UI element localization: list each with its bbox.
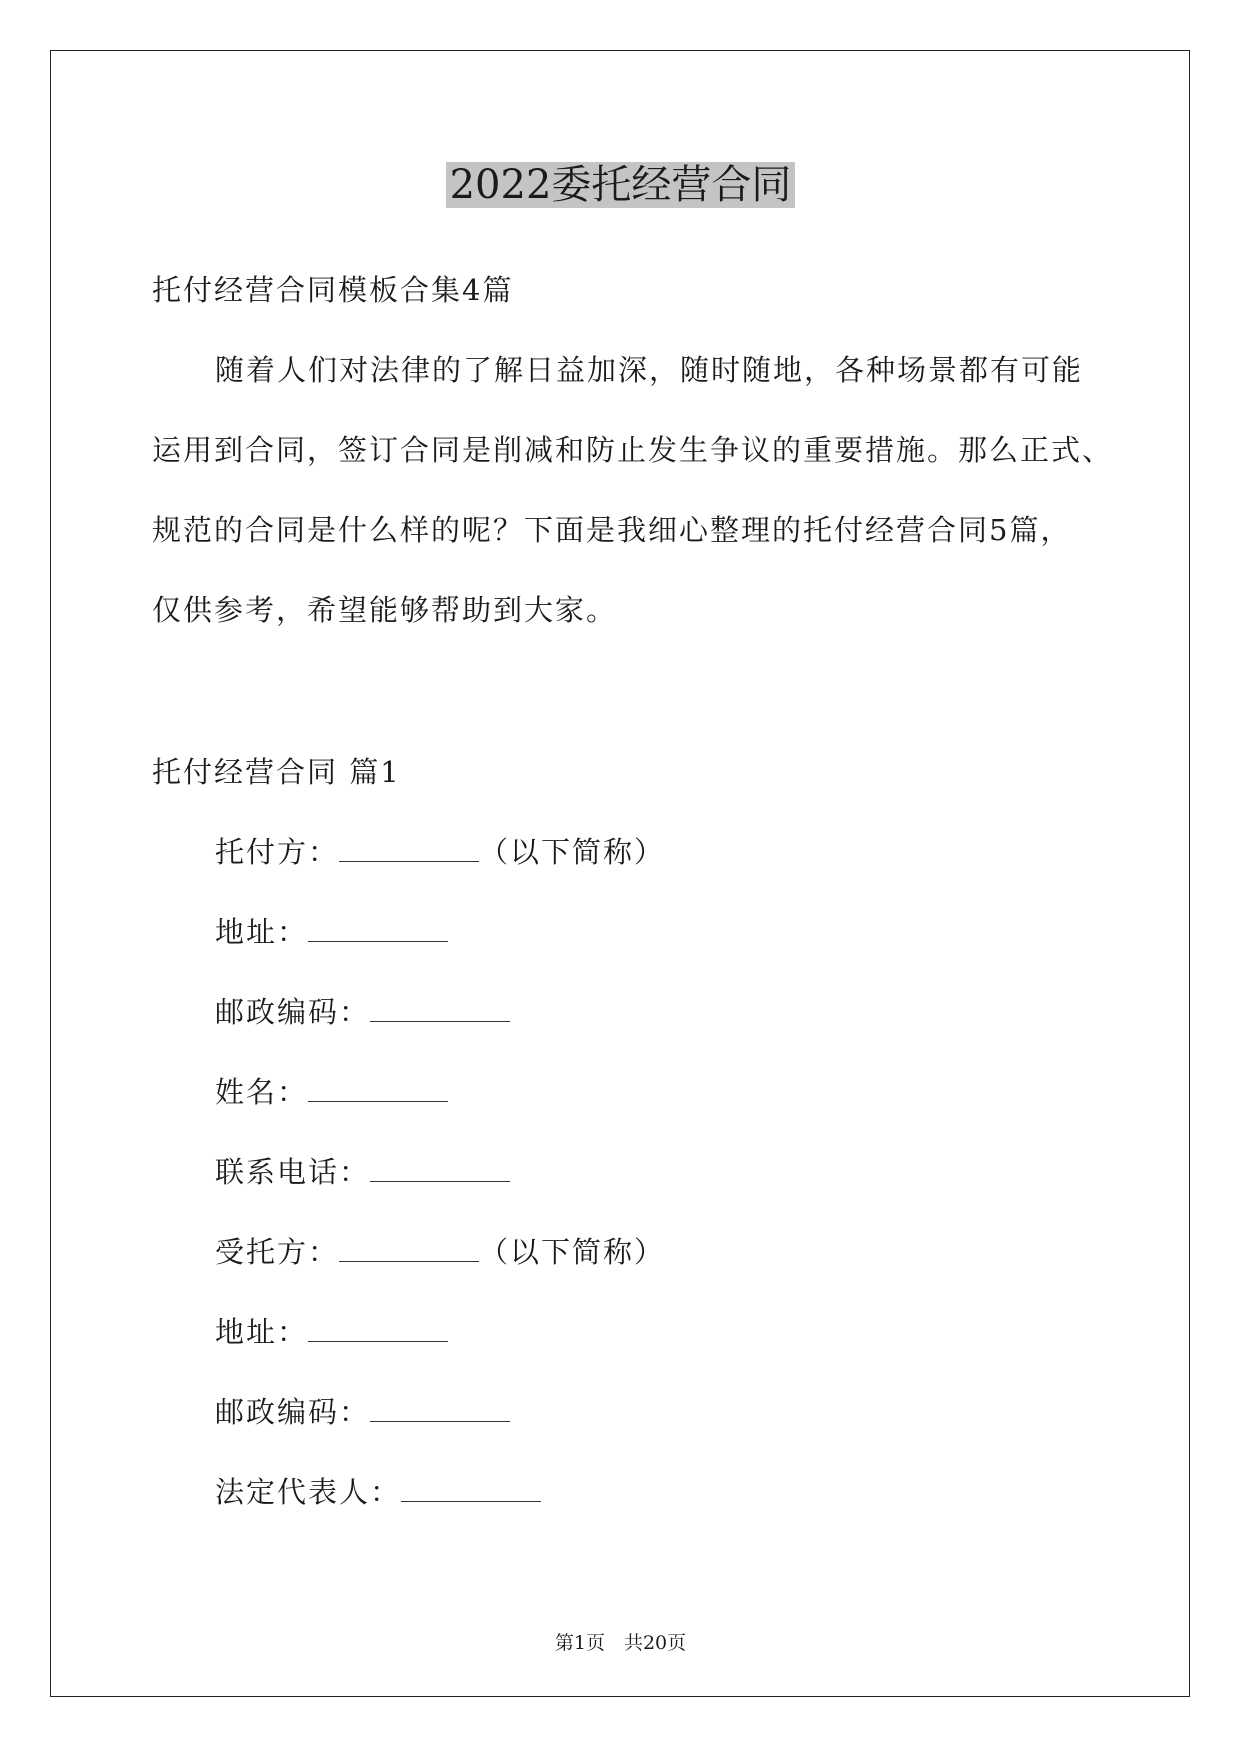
field-row [215,1392,510,1432]
blank-line[interactable] [370,995,510,1022]
field-row [215,992,510,1032]
intro-line-2: 运用到合同，签订合同是削减和防止发生争议的重要措施。那么正式、 [152,433,1114,467]
subtitle: 托付经营合同模板合集4篇 [152,273,514,307]
title-text: 2022委托经营合同 [446,162,796,208]
field-row [215,1072,448,1112]
field-label: 地址： [215,915,309,949]
field-label: 地址： [215,1315,309,1349]
field-label: 邮政编码： [215,995,371,1029]
blank-line[interactable] [339,835,479,862]
field-row [215,1232,665,1272]
intro-line-1: 随着人们对法律的了解日益加深，随时随地，各种场景都有可能 [215,353,1084,387]
field-label: 法定代表人： [215,1475,402,1509]
blank-line[interactable] [308,1315,448,1342]
blank-line[interactable] [370,1395,510,1422]
field-suffix: （以下简称） [479,1235,666,1269]
field-row [215,1472,541,1512]
field-row [215,912,448,952]
blank-line[interactable] [308,1075,448,1102]
section-heading: 托付经营合同 篇1 [152,755,401,789]
field-row [215,1152,510,1192]
intro-line-3: 规范的合同是什么样的呢？下面是我细心整理的托付经营合同5篇， [152,513,1072,547]
blank-line[interactable] [339,1235,479,1262]
field-label: 联系电话： [215,1155,371,1189]
field-label: 邮政编码： [215,1395,371,1429]
field-suffix: （以下简称） [479,835,666,869]
document-title [0,155,1241,215]
field-label: 受托方： [215,1235,340,1269]
field-row [215,1312,448,1352]
field-label: 姓名： [215,1075,309,1109]
blank-line[interactable] [401,1475,541,1502]
field-label: 托付方： [215,835,340,869]
page-number-footer: 第1页 共20页 [554,1632,687,1654]
intro-line-4: 仅供参考，希望能够帮助到大家。 [152,593,618,627]
blank-line[interactable] [370,1155,510,1182]
field-row [215,832,665,872]
blank-line[interactable] [308,915,448,942]
